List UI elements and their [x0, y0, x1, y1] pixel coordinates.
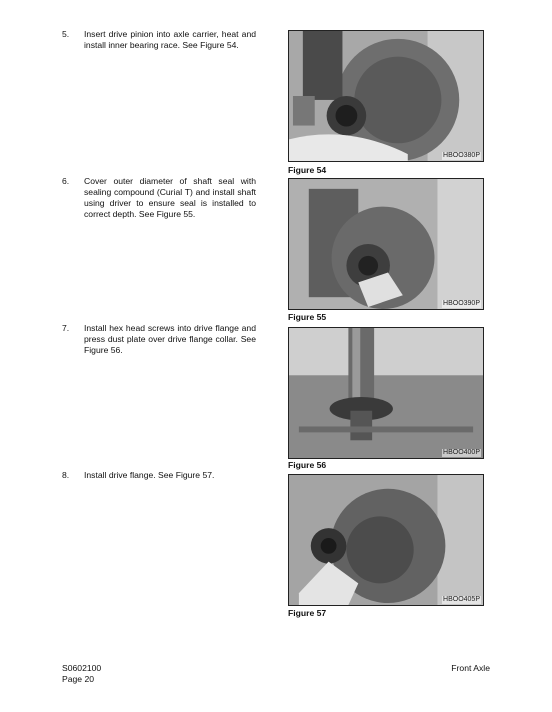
figure-54-photo [288, 30, 484, 162]
footer-section-title: Front Axle [451, 663, 490, 673]
axle-carrier-photo [289, 31, 483, 161]
drive-flange-photo [289, 328, 483, 458]
shaft-seal-photo [289, 179, 483, 309]
figure-code: HBOO390P [443, 300, 480, 307]
figure-54-caption: Figure 54 [288, 165, 327, 175]
step-text: Insert drive pinion into axle carrier, heat and install inner bearing race. See Figure 54. [84, 29, 256, 50]
figure-56-photo [288, 327, 484, 459]
footer-page-number: Page 20 [62, 674, 95, 684]
step-number: 6. [62, 176, 70, 186]
drive-flange-install-photo [289, 475, 483, 605]
figure-code: HBOO405P [443, 596, 480, 603]
step-number: 5. [62, 29, 70, 39]
step-text: Install hex head screws into drive flange and press dust plate over drive flange collar. See Figure 56. [84, 323, 256, 355]
figure-code: HBOO400P [443, 449, 480, 456]
figure-55-caption: Figure 55 [288, 312, 327, 322]
step-text: Cover outer diameter of shaft seal with sealing compound (Curial T) and install shaft using driver to ensure seal is installed to correct depth. See Figure 55. [84, 176, 256, 219]
step-text: Install drive flange. See Figure 57. [84, 470, 215, 480]
step-number: 8. [62, 470, 70, 480]
step-number: 7. [62, 323, 70, 333]
figure-56-caption: Figure 56 [288, 460, 327, 470]
figure-55-photo [288, 178, 484, 310]
figure-code: HBOO380P [443, 152, 480, 159]
footer-doc-number: S0602100 [62, 663, 102, 673]
figure-57-photo [288, 474, 484, 606]
figure-57-caption: Figure 57 [288, 608, 327, 618]
